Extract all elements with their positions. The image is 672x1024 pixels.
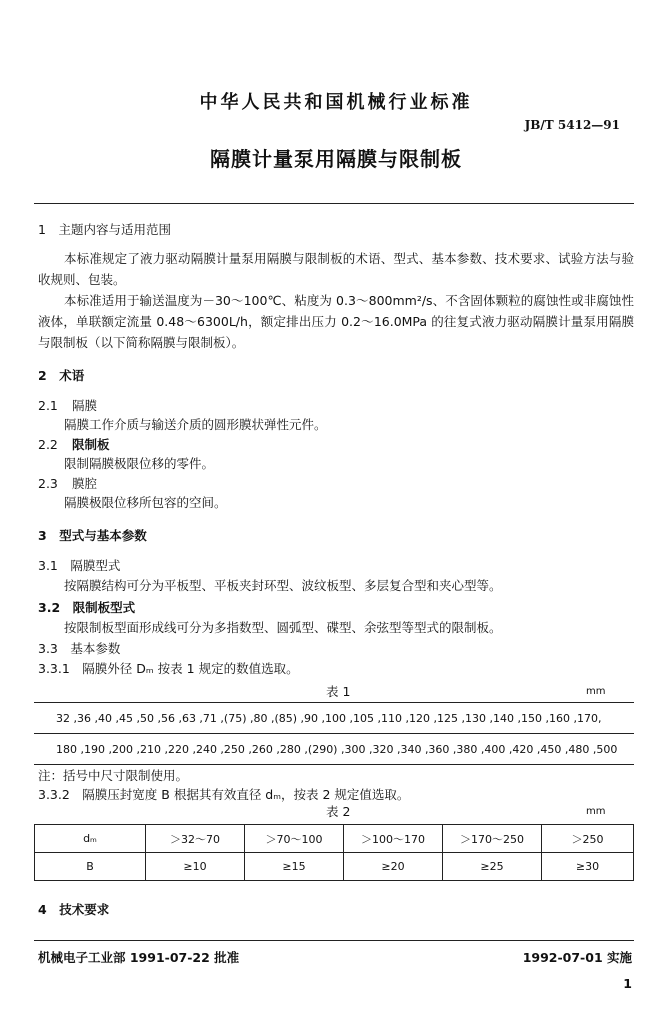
term-2-2-definition: 限制隔膜极限位移的零件。 [64,456,215,471]
table-1-cell: 32 ,36 ,40 ,45 ,50 ,56 ,63 ,71 ,(75) ,80 ,(85) ,90 ,100 ,105 ,110 ,120 ,125 ,130 ,140 ,150 ,160 ,170, [34,703,634,734]
section-3-3-heading: 3.3 基本参数 [38,641,121,656]
document-title: 隔膜计量泵用隔膜与限制板 [210,147,462,171]
term-2-1-definition: 隔膜工作介质与输送介质的圆形膜状弹性元件。 [64,417,327,432]
term-2-3-definition: 隔膜极限位移所包容的空间。 [64,495,227,510]
table-1-row [34,734,634,765]
section-3-3-1-text: 3.3.1 隔膜外径 Dₘ 按表 1 规定的数值选取。 [38,661,299,676]
table-2-cell: ≥20 [344,853,443,881]
section-1-heading: 1 主题内容与适用范围 [38,222,171,237]
table-2-unit: mm [586,806,606,817]
table-2-header-cell: dₘ [35,825,146,853]
term-2-1-number: 2.1 [38,398,58,413]
section-3-1-text: 按隔膜结构可分为平板型、平板夹封环型、波纹板型、多层复合型和夹心型等。 [64,578,502,593]
table-2-header-cell: ＞70～100 [245,825,344,853]
section-1-para-2: 本标准适用于输送温度为－30～100℃、粘度为 0.3～800mm²/s、不含固体颗粒的腐蚀性或非腐蚀性液体，单联额定流量 0.48～6300L/h，额定排出压力 0.2～16.0MPa 的往复式液力驱动隔膜计量泵用隔膜与限制板（以下简称隔膜与限制板）。 [38,293,634,350]
table-2-cell: ≥30 [542,853,634,881]
section-4-heading: 4 技术要求 [38,902,110,917]
table-1-note: 注：括号中尺寸限制使用。 [38,768,189,783]
table-2-cell: ≥15 [245,853,344,881]
approval-line: 机械电子工业部 1991-07-22 批准 [38,950,240,965]
section-3-2-text: 按限制板型面形成线可分为多指数型、圆弧型、碟型、余弦型等型式的限制板。 [64,620,502,635]
table-1-unit: mm [586,686,606,697]
table-2 [34,824,634,881]
header-rule [34,203,634,204]
section-1-para-1: 本标准规定了液力驱动隔膜计量泵用隔膜与限制板的术语、型式、基本参数、技术要求、试验方法与验收规则、包装。 [38,251,634,287]
table-2-row [35,853,634,881]
table-2-caption: 表 2 [326,804,351,819]
table-1-row [34,703,634,734]
section-3-1-heading: 3.1 隔膜型式 [38,558,121,573]
term-2-2-name: 限制板 [72,437,110,452]
table-1-cell: 180 ,190 ,200 ,210 ,220 ,240 ,250 ,260 ,280 ,(290) ,300 ,320 ,340 ,360 ,380 ,400 ,420 ,450 ,480 ,500 [34,734,634,765]
table-2-cell: ≥25 [443,853,542,881]
implementation-line: 1992-07-01 实施 [522,950,632,965]
standard-code: JB/T 5412—91 [524,118,620,132]
table-2-header-cell: ＞170～250 [443,825,542,853]
table-2-cell: ≥10 [146,853,245,881]
section-3-heading: 3 型式与基本参数 [38,528,147,543]
table-2-header-cell: ＞100～170 [344,825,443,853]
section-2-heading: 2 术语 [38,368,85,383]
page-number: 1 [623,976,632,991]
table-1 [34,702,634,765]
term-2-3-number: 2.3 [38,476,58,491]
org-line: 中华人民共和国机械行业标准 [199,92,473,113]
term-2-1-name: 隔膜 [72,398,98,413]
table-2-cell: B [35,853,146,881]
section-3-2-heading: 3.2 限制板型式 [38,600,136,615]
table-1-caption: 表 1 [326,684,351,699]
table-2-header-cell: ＞250 [542,825,634,853]
table-2-header-row [35,825,634,853]
footer-rule [34,940,634,941]
section-3-3-2-text: 3.3.2 隔膜压封宽度 B 根据其有效直径 dₘ，按表 2 规定值选取。 [38,787,410,802]
term-2-3-name: 膜腔 [72,476,98,491]
term-2-2-number: 2.2 [38,437,58,452]
table-2-header-cell: ＞32～70 [146,825,245,853]
